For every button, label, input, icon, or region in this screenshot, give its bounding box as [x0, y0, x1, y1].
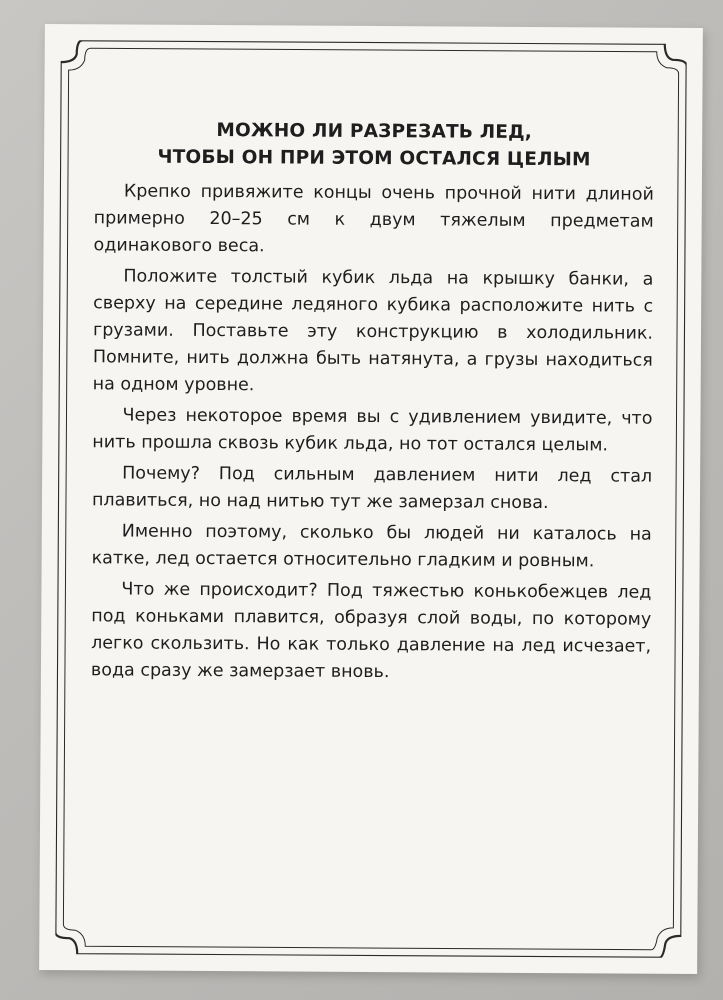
paragraph-3: Через некоторое время вы с удивлением увидите, что нить прошла сквозь кубик льда, но тот остался целым.	[92, 405, 653, 456]
title-line-1: МОЖНО ЛИ РАЗРЕЗАТЬ ЛЕД,	[216, 120, 533, 143]
paragraph-5: Именно поэтому, сколько бы людей ни каталось на катке, лед остается относительно гладким и ровным.	[91, 521, 652, 572]
title-line-2: ЧТОБЫ ОН ПРИ ЭТОМ ОСТАЛСЯ ЦЕЛЫМ	[157, 146, 591, 171]
document-title	[94, 116, 654, 173]
paragraph-1: Крепко привяжите концы очень прочной нити длиной примерно 20–25 см к двум тяжелым предметам одинакового веса.	[93, 181, 654, 257]
paragraph-4: Почему? Под сильным давлением нити лед стал плавиться, но над нитью тут же замерзал снова.	[91, 463, 653, 514]
card-content	[91, 116, 654, 691]
paragraph-2: Положите толстый кубик льда на крышку банки, а сверху на середине ледяного кубика расположите нить с грузами. Поставьте эту конструкцию в холодильник. Помните, нить должна быть натянута, а грузы находиться на одном уровне.	[92, 266, 654, 396]
paragraph-6: Что же происходит? Под тяжестью конькобежцев лед под коньками плавится, образуя слой воды, по которому легко скользить. Но как только давление на лед исчезает, вода сразу же замерзает вновь.	[90, 579, 652, 683]
printed-card	[39, 24, 703, 974]
